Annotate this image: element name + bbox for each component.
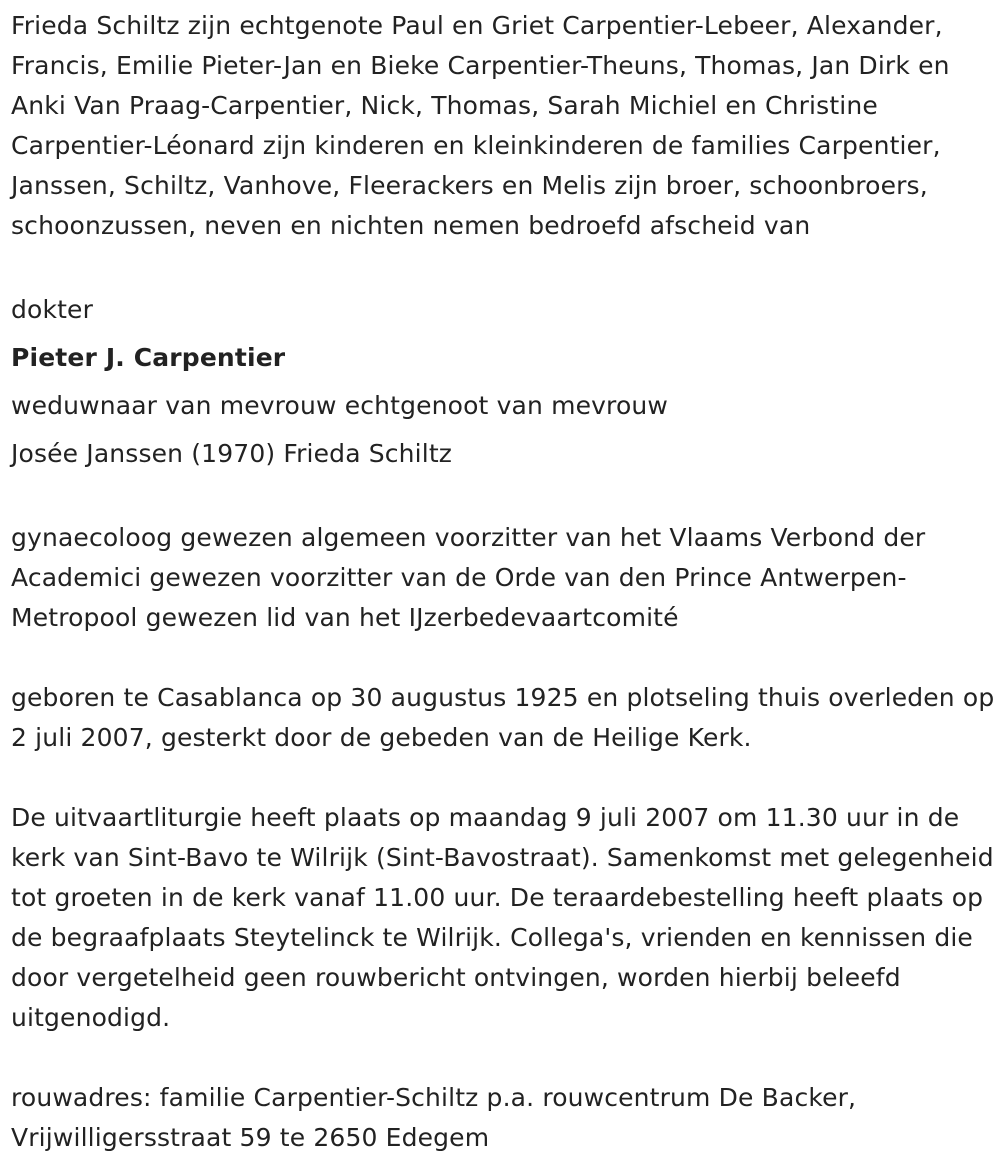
obituary-document [11, 6, 995, 1158]
deceased-name: Pieter J. Carpentier [11, 343, 286, 372]
funeral-text: De uitvaartliturgie heeft plaats op maandag 9 juli 2007 om 11.30 uur in de kerk van Sint-Bavo te Wilrijk (Sint-Bavostraat). Samenkomst met gelegenheid tot groeten in de kerk vanaf 11.00 uur. De teraardebestelling heeft plaats op de begraafplaats Steytelinck te Wilrijk. Collega's, vrienden en kennissen die door vergetelheid geen rouwbericht ontvingen, worden hierbij beleefd uitgenodigd. [11, 803, 994, 1032]
spouse-label-first: weduwnaar van mevrouw [11, 391, 337, 420]
spouse-labels-row [11, 382, 995, 430]
deceased-title: dokter [11, 295, 94, 324]
spouse-info [11, 382, 995, 478]
functions-text: gynaecoloog gewezen algemeen voorzitter van het Vlaams Verbond der Academici gewezen voorzitter van de Orde van den Prince Antwerpen-Metropool gewezen lid van het IJzerbedevaartcomité [11, 523, 926, 632]
address-text: rouwadres: familie Carpentier-Schiltz p.a. rouwcentrum De Backer, Vrijwilligersstraat 59 te 2650 Edegem [11, 1083, 857, 1152]
family-intro-text: Frieda Schiltz zijn echtgenote Paul en Griet Carpentier-Lebeer, Alexander, Francis, Emilie Pieter-Jan en Bieke Carpentier-Theuns, Thomas, Jan Dirk en Anki Van Praag-Carpentier, Nick, Thomas, Sarah Michiel en Christine Carpentier-Léonard zijn kinderen en kleinkinderen de families Carpentier, Janssen, Schiltz, Vanhove, Fleerackers en Melis zijn broer, schoonbroers, schoonzussen, neven en nichten nemen bedroefd afscheid van [11, 11, 950, 240]
spouse-label-second: echtgenoot van mevrouw [344, 391, 668, 420]
spouse-name-first: Josée Janssen (1970) [11, 439, 276, 468]
birth-death-text: geboren te Casablanca op 30 augustus 1925 en plotseling thuis overleden op 2 juli 2007, gesterkt door de gebeden van de Heilige Kerk. [11, 683, 995, 752]
spouse-name-second: Frieda Schiltz [283, 439, 453, 468]
spouse-names-row [11, 430, 995, 478]
